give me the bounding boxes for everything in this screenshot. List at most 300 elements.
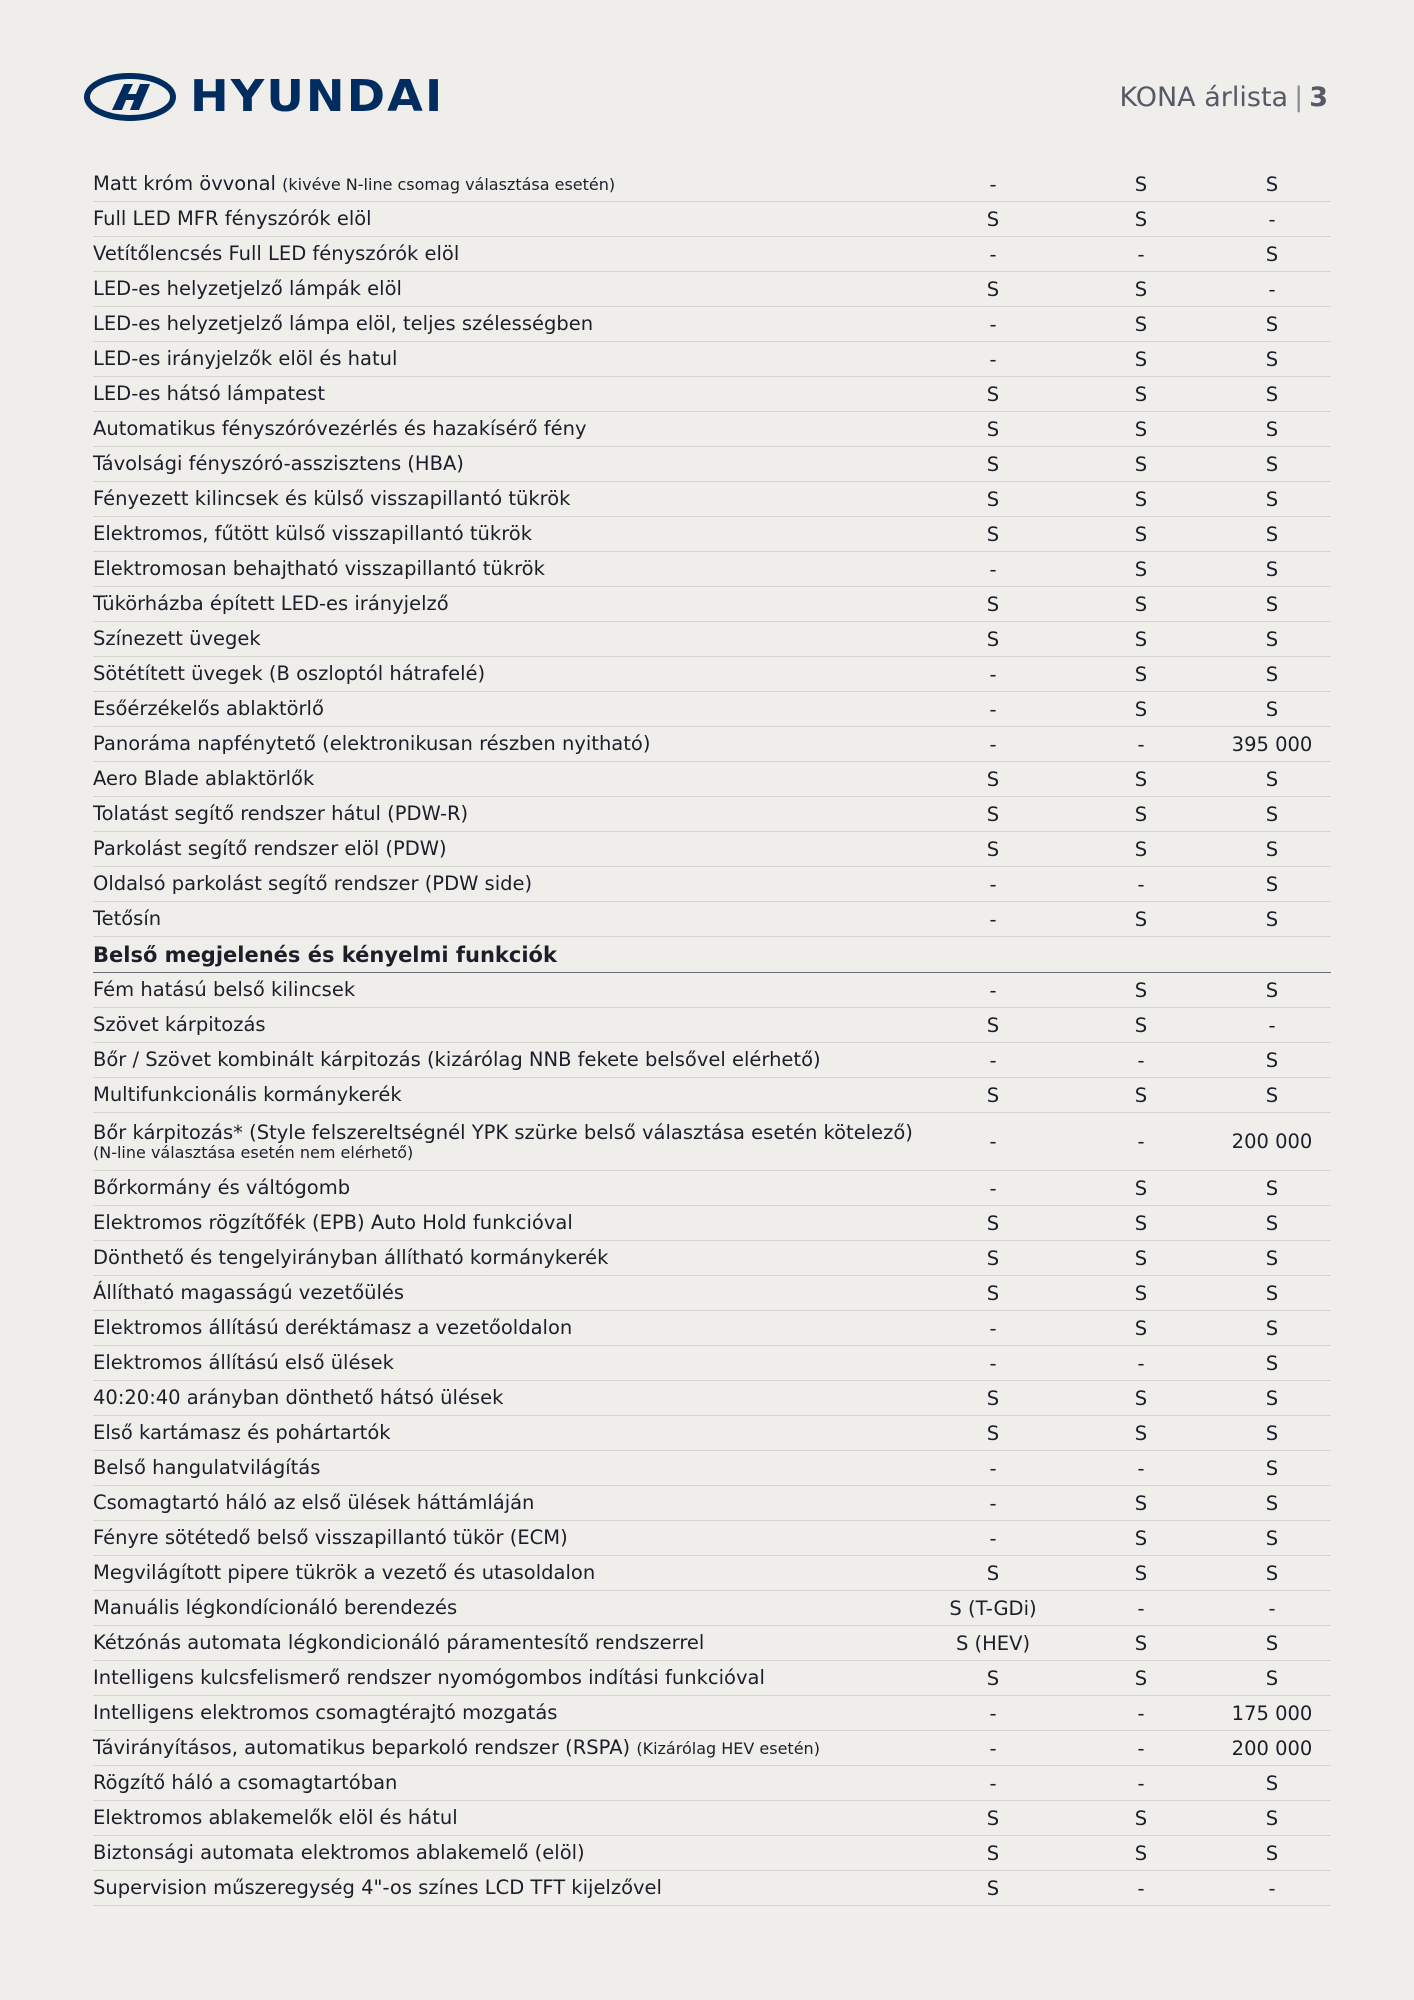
trim-3-value: S [1265,1176,1279,1200]
trim-3-value: S [1265,1561,1279,1585]
feature-name: LED-es irányjelzők elöl és hatul [93,347,398,370]
feature-name: Supervision műszeregység 4"-os színes LCD TFT kijelzővel [93,1876,662,1899]
table-row [93,902,1331,937]
exterior-rows [93,167,1331,937]
feature-name: Panoráma napfénytető (elektronikusan részben nyitható) [93,732,651,755]
feature-label [93,1317,973,1339]
trim-3-value: S [1265,1048,1279,1072]
table-row [93,1171,1331,1206]
table-row [93,237,1331,272]
equipment-table [93,167,1331,1906]
table-row [93,1276,1331,1311]
feature-label [93,1527,973,1549]
feature-name: Automatikus fényszóróvezérlés és hazakísérő fény [93,417,587,440]
feature-name: Elektromos állítású deréktámasz a vezetőoldalon [93,1316,573,1339]
trim-3-value: S [1265,1421,1279,1445]
table-row [93,167,1331,202]
feature-label [93,768,973,790]
trim-2-value: - [1137,872,1145,896]
feature-name: Esőérzékelős ablaktörlő [93,697,324,720]
feature-label [93,1667,973,1689]
feature-name: Tetősín [93,907,162,930]
feature-note: (kivéve N-line csomag választása esetén) [282,174,616,194]
trim-2-value: S [1134,557,1148,581]
trim-2-value: S [1134,1631,1148,1655]
feature-label [93,1737,973,1760]
trim-1-value: S [986,1561,1000,1585]
trim-3-value: S [1265,417,1279,441]
table-row [93,1451,1331,1486]
feature-label [93,1212,973,1234]
trim-1-value: - [989,697,997,721]
feature-name: Fényre sötétedő belső visszapillantó tükör (ECM) [93,1526,568,1549]
feature-name: Tolatást segítő rendszer hátul (PDW-R) [93,802,469,825]
feature-name: Megvilágított pipere tükrök a vezető és utasoldalon [93,1561,596,1584]
trim-3-value: S [1265,382,1279,406]
trim-2-value: S [1134,592,1148,616]
trim-2-value: - [1137,1701,1145,1725]
trim-1-value: - [989,907,997,931]
trim-3-value: S [1265,347,1279,371]
feature-label [93,593,973,615]
feature-label [93,208,973,230]
trim-2-value: S [1134,627,1148,651]
trim-2-value: S [1134,802,1148,826]
trim-2-value: S [1134,522,1148,546]
trim-2-value: - [1137,1048,1145,1072]
table-row [93,482,1331,517]
trim-1-value: S [986,1013,1000,1037]
trim-3-value: S [1265,592,1279,616]
feature-label [93,1842,973,1864]
trim-1-value: - [989,1048,997,1072]
trim-3-value: S [1265,1771,1279,1795]
trim-1-value: S [986,277,1000,301]
trim-3-value: S [1265,1316,1279,1340]
feature-name: Parkolást segítő rendszer elöl (PDW) [93,837,447,860]
feature-name: Intelligens kulcsfelismerő rendszer nyomógombos indítási funkcióval [93,1666,765,1689]
feature-label [93,663,973,685]
feature-label [93,173,973,196]
feature-label [93,1282,973,1304]
feature-label [93,733,973,755]
feature-label [93,1597,973,1619]
feature-label [93,1387,973,1409]
trim-1-value: - [989,1456,997,1480]
trim-2-value: - [1137,1130,1145,1153]
trim-1-value: - [989,978,997,1002]
feature-label [93,1049,973,1071]
trim-2-value: S [1134,277,1148,301]
trim-1-value: - [989,242,997,266]
feature-name: LED-es hátsó lámpatest [93,382,325,405]
trim-1-value: S [986,767,1000,791]
feature-name: Kétzónás automata légkondicionáló páramentesítő rendszerrel [93,1631,705,1654]
trim-3-value: S [1265,978,1279,1002]
feature-name: Színezett üvegek [93,627,261,650]
trim-2-value: - [1137,1596,1145,1620]
feature-name: Bőr / Szövet kombinált kárpitozás (kizárólag NNB fekete belsővel elérhető) [93,1048,821,1071]
trim-1-value: S [986,1083,1000,1107]
trim-1-value: S [986,417,1000,441]
trim-3-value: S [1265,1083,1279,1107]
feature-label [93,348,973,370]
trim-1-value: - [989,1176,997,1200]
feature-name: Oldalsó parkolást segítő rendszer (PDW side) [93,872,533,895]
feature-label [93,1014,973,1036]
trim-2-value: S [1134,487,1148,511]
trim-3-value: S [1265,872,1279,896]
trim-1-value: S [986,592,1000,616]
feature-label [93,1562,973,1584]
table-row [93,1801,1331,1836]
trim-2-value: S [1134,1526,1148,1550]
page-header [0,0,1414,160]
feature-label [93,908,973,930]
feature-name: Elektromos rögzítőfék (EPB) Auto Hold funkcióval [93,1211,573,1234]
trim-1-value: - [989,872,997,896]
feature-label [93,1084,973,1106]
feature-name: Fém hatású belső kilincsek [93,978,356,1001]
trim-2-value: S [1134,1666,1148,1690]
trim-1-value: S [986,837,1000,861]
trim-2-value: S [1134,697,1148,721]
feature-label [93,558,973,580]
table-row [93,1241,1331,1276]
trim-2-value: S [1134,417,1148,441]
trim-1-value: - [989,1736,997,1760]
feature-label [93,313,973,335]
trim-1-value: - [989,1526,997,1550]
table-row [93,1206,1331,1241]
hyundai-emblem-icon [84,73,176,121]
trim-1-value: - [989,732,997,756]
trim-3-value: S [1265,1806,1279,1830]
table-row [93,1381,1331,1416]
feature-name: Multifunkcionális kormánykerék [93,1083,402,1106]
trim-3-value: S [1265,557,1279,581]
trim-2-value: S [1134,312,1148,336]
table-row [93,1113,1331,1171]
feature-label [93,488,973,510]
document-title [1120,78,1329,118]
trim-1-value: S [986,1386,1000,1410]
feature-name: LED-es helyzetjelző lámpa elöl, teljes szélességben [93,312,594,335]
trim-2-value: - [1137,1456,1145,1480]
table-row [93,1731,1331,1766]
trim-2-value: S [1134,1083,1148,1107]
trim-3-value: S [1265,907,1279,931]
feature-name: Belső hangulatvilágítás [93,1456,321,1479]
trim-3-value: - [1268,1876,1276,1900]
table-row [93,1661,1331,1696]
trim-3-value: S [1265,242,1279,266]
feature-label [93,698,973,720]
trim-3-value: S [1265,697,1279,721]
trim-1-value: S [986,452,1000,476]
trim-2-value: S [1134,1806,1148,1830]
trim-1-value: S [986,1246,1000,1270]
trim-1-value: - [989,557,997,581]
trim-2-value: - [1137,1771,1145,1795]
feature-label [93,453,973,475]
feature-label [93,1702,973,1724]
brand-wordmark: HYUNDAI [190,71,445,122]
feature-label [93,523,973,545]
feature-subnote: (N-line választása esetén nem elérhető) [93,1142,414,1162]
trim-1-value: S [986,487,1000,511]
trim-3-value: S [1265,1281,1279,1305]
feature-label [93,1877,973,1899]
feature-label [93,383,973,405]
trim-1-value: S [986,1666,1000,1690]
table-row [93,1346,1331,1381]
trim-3-value: S [1265,1526,1279,1550]
trim-3-value: S [1265,1456,1279,1480]
feature-name: Fényezett kilincsek és külső visszapillantó tükrök [93,487,571,510]
trim-2-value: - [1137,732,1145,756]
feature-name: Csomagtartó háló az első ülések háttámláján [93,1491,535,1514]
table-row [93,1871,1331,1906]
table-row [93,1556,1331,1591]
trim-3-value: S [1265,452,1279,476]
table-row [93,797,1331,832]
trim-3-value: S [1265,1246,1279,1270]
trim-1-value: S [986,802,1000,826]
feature-label [93,803,973,825]
table-row [93,867,1331,902]
table-row [93,1696,1331,1731]
trim-2-value: S [1134,662,1148,686]
trim-1-value: - [989,1771,997,1795]
trim-1-value: - [989,1130,997,1153]
trim-3-value: S [1265,1666,1279,1690]
feature-label [93,243,973,265]
feature-note: (Kizárólag HEV esetén) [636,1738,820,1758]
trim-1-value: - [989,1351,997,1375]
feature-name: Manuális légkondícionáló berendezés [93,1596,458,1619]
trim-1-value: - [989,1491,997,1515]
trim-1-value: S [986,1421,1000,1445]
table-row [93,727,1331,762]
trim-2-value: S [1134,1841,1148,1865]
table-row [93,342,1331,377]
feature-label [93,979,973,1001]
table-row [93,1416,1331,1451]
table-row [93,552,1331,587]
table-row [93,1591,1331,1626]
table-row [93,1486,1331,1521]
table-row [93,272,1331,307]
trim-1-value: - [989,1316,997,1340]
feature-label [93,873,973,895]
feature-name: Bőrkormány és váltógomb [93,1176,351,1199]
trim-3-value: 200 000 [1231,1130,1313,1153]
document-title-text: KONA árlista [1119,82,1289,113]
trim-3-value: S [1265,1211,1279,1235]
trim-3-value: - [1268,1013,1276,1037]
feature-label [93,278,973,300]
trim-2-value: S [1134,1176,1148,1200]
feature-label [93,1632,973,1654]
trim-3-value: S [1265,522,1279,546]
feature-label [93,418,973,440]
trim-1-value: S [986,382,1000,406]
feature-name: Első kartámasz és pohártartók [93,1421,391,1444]
feature-label [93,1247,973,1269]
trim-2-value: S [1134,1421,1148,1445]
table-row [93,1043,1331,1078]
page-number: 3 [1309,82,1328,113]
trim-3-value: S [1265,767,1279,791]
table-row [93,692,1331,727]
trim-2-value: S [1134,382,1148,406]
trim-2-value: S [1134,347,1148,371]
feature-name: Aero Blade ablaktörlők [93,767,315,790]
feature-label [93,1492,973,1514]
feature-name: Vetítőlencsés Full LED fényszórók elöl [93,242,460,265]
table-row [93,587,1331,622]
trim-1-value: S (T-GDi) [949,1596,1037,1620]
feature-name: LED-es helyzetjelző lámpák elöl [93,277,402,300]
feature-name: Intelligens elektromos csomagtérajtó mozgatás [93,1701,558,1724]
trim-3-value: S [1265,627,1279,651]
feature-name: Távolsági fényszóró-asszisztens (HBA) [93,452,464,475]
table-row [93,1078,1331,1113]
feature-name: Elektromosan behajtható visszapillantó tükrök [93,557,545,580]
trim-1-value: - [989,662,997,686]
feature-name: Dönthető és tengelyirányban állítható kormánykerék [93,1246,609,1269]
trim-2-value: S [1134,1386,1148,1410]
table-row [93,1008,1331,1043]
trim-2-value: S [1134,1211,1148,1235]
feature-name: Biztonsági automata elektromos ablakemelő (elöl) [93,1841,585,1864]
feature-name: 40:20:40 arányban dönthető hátsó ülések [93,1386,504,1409]
trim-1-value: - [989,1701,997,1725]
feature-name: Matt króm övvonal [93,171,276,195]
trim-3-value: S [1265,662,1279,686]
table-row [93,1626,1331,1661]
trim-2-value: S [1134,1246,1148,1270]
trim-2-value: S [1134,1561,1148,1585]
section-heading: Belső megjelenés és kényelmi funkciók [93,937,1331,973]
trim-3-value: S [1265,1491,1279,1515]
feature-label [93,1422,973,1444]
trim-3-value: - [1268,277,1276,301]
trim-3-value: S [1265,1386,1279,1410]
trim-3-value: S [1265,487,1279,511]
trim-3-value: S [1265,802,1279,826]
feature-name: Szövet kárpitozás [93,1013,266,1036]
feature-label [93,1352,973,1374]
feature-label [93,1122,973,1162]
trim-3-value: - [1268,207,1276,231]
feature-name: Sötétített üvegek (B oszloptól hátrafelé) [93,662,486,685]
trim-1-value: S [986,1281,1000,1305]
table-row [93,202,1331,237]
feature-name: Távirányításos, automatikus beparkoló rendszer (RSPA) [93,1735,631,1759]
table-row [93,377,1331,412]
title-separator: | [1294,82,1304,113]
table-row [93,1836,1331,1871]
trim-1-value: S [986,627,1000,651]
trim-1-value: S (HEV) [955,1631,1031,1655]
table-row [93,517,1331,552]
table-row [93,1521,1331,1556]
feature-label [93,1177,973,1199]
trim-2-value: S [1134,1281,1148,1305]
trim-1-value: S [986,1806,1000,1830]
trim-2-value: S [1134,837,1148,861]
trim-1-value: S [986,207,1000,231]
trim-2-value: S [1134,978,1148,1002]
feature-name: Állítható magasságú vezetőülés [93,1281,405,1304]
trim-3-value: S [1265,1841,1279,1865]
table-row [93,762,1331,797]
trim-3-value: - [1268,1596,1276,1620]
table-row [93,1766,1331,1801]
hyundai-logo [84,71,445,122]
feature-name: Elektromos ablakemelők elöl és hátul [93,1806,458,1829]
feature-label [93,1457,973,1479]
trim-2-value: S [1134,1013,1148,1037]
trim-3-value: 200 000 [1231,1736,1313,1760]
feature-name: Full LED MFR fényszórók elöl [93,207,372,230]
trim-1-value: - [989,312,997,336]
feature-name: Bőr kárpitozás* (Style felszereltségnél YPK szürke belső választása esetén kötelező) [93,1120,913,1144]
trim-3-value: 395 000 [1231,732,1313,756]
feature-label [93,1807,973,1829]
trim-2-value: S [1134,767,1148,791]
table-row [93,973,1331,1008]
trim-3-value: S [1265,312,1279,336]
trim-1-value: S [986,1876,1000,1900]
trim-3-value: S [1265,172,1279,196]
trim-3-value: S [1265,837,1279,861]
table-row [93,447,1331,482]
table-row [93,657,1331,692]
trim-1-value: S [986,1841,1000,1865]
trim-2-value: - [1137,1876,1145,1900]
trim-1-value: - [989,172,997,196]
trim-2-value: S [1134,452,1148,476]
trim-1-value: S [986,1211,1000,1235]
table-row [93,307,1331,342]
trim-2-value: S [1134,172,1148,196]
trim-2-value: - [1137,242,1145,266]
feature-name: Elektromos, fűtött külső visszapillantó tükrök [93,522,533,545]
feature-name: Elektromos állítású első ülések [93,1351,394,1374]
trim-2-value: S [1134,207,1148,231]
feature-label [93,838,973,860]
trim-3-value: S [1265,1351,1279,1375]
trim-1-value: - [989,347,997,371]
interior-rows [93,973,1331,1906]
feature-name: Tükörházba épített LED-es irányjelző [93,592,449,615]
trim-2-value: S [1134,907,1148,931]
feature-label [93,628,973,650]
table-row [93,1311,1331,1346]
trim-2-value: S [1134,1316,1148,1340]
feature-label [93,1772,973,1794]
table-row [93,622,1331,657]
table-row [93,412,1331,447]
table-row [93,832,1331,867]
trim-2-value: S [1134,1491,1148,1515]
trim-2-value: - [1137,1351,1145,1375]
trim-1-value: S [986,522,1000,546]
trim-3-value: 175 000 [1231,1701,1313,1725]
